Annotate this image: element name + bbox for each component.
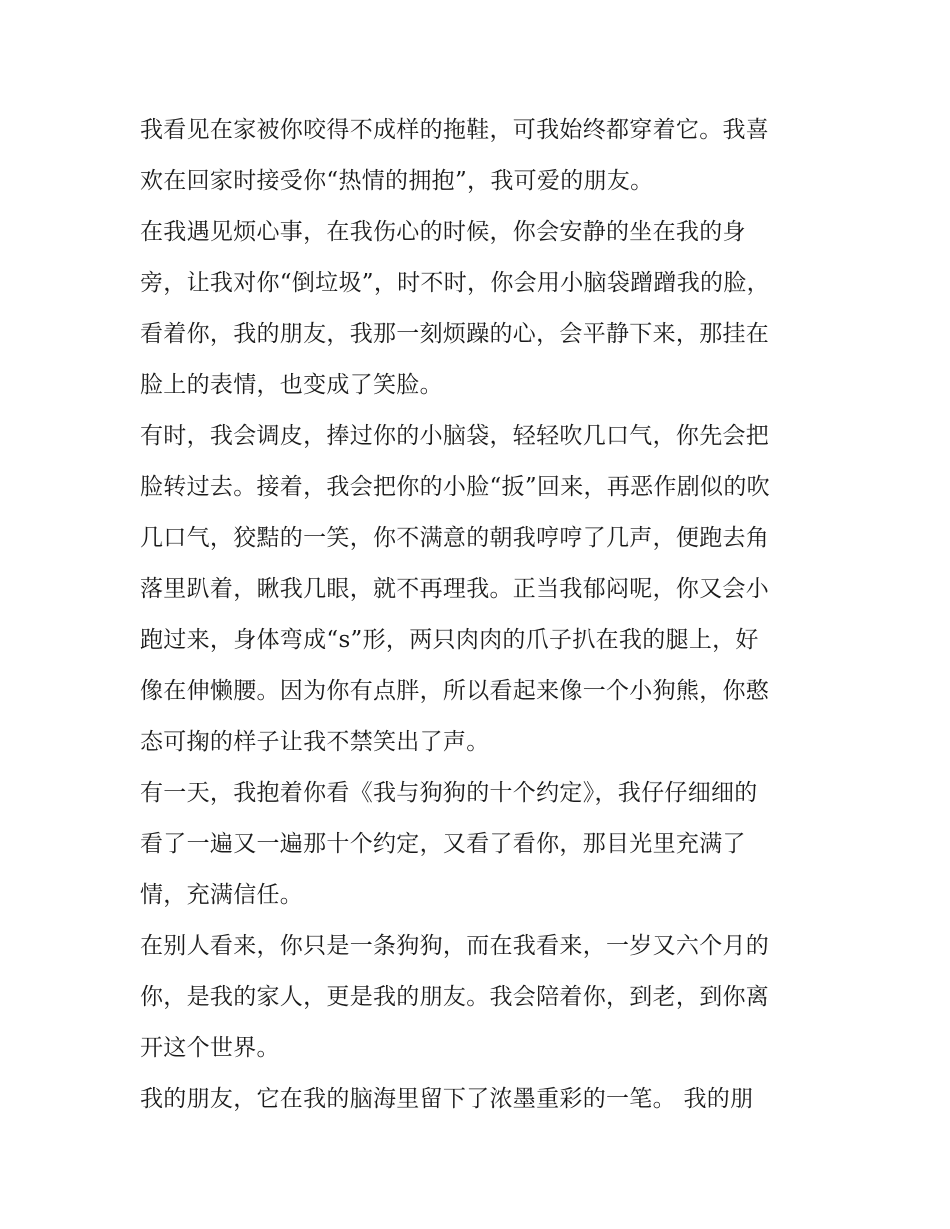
text-line: 我的朋友，它在我的脑海里留下了浓墨重彩的一笔。 我的朋 (140, 1086, 754, 1112)
text-line: 像在伸懒腰。因为你有点胖，所以看起来像一个小狗熊，你憨 (140, 678, 770, 704)
text-line: 脸上的表情，也变成了笑脸。 (140, 372, 443, 398)
paragraph-5 (140, 921, 820, 1074)
text-line: 我看见在家被你咬得不成样的拖鞋，可我始终都穿着它。我喜 (140, 117, 770, 143)
text-line: 跑过来，身体弯成“s”形，两只肉肉的爪子扒在我的腿上，好 (140, 627, 759, 653)
text-line: 开这个世界。 (140, 1035, 280, 1061)
text-line: 旁，让我对你“倒垃圾”，时不时，你会用小脑袋蹭蹭我的脸， (140, 270, 770, 296)
text-line: 几口气，狡黠的一笑，你不满意的朝我哼哼了几声，便跑去角 (140, 525, 770, 551)
text-line: 落里趴着，瞅我几眼，就不再理我。正当我郁闷呢，你又会小 (140, 576, 770, 602)
paragraph-6 (140, 1074, 820, 1125)
text-line: 情，充满信任。 (140, 882, 304, 908)
text-line: 有时，我会调皮，捧过你的小脑袋，轻轻吹几口气，你先会把 (140, 423, 770, 449)
paragraph-4 (140, 768, 820, 921)
paragraph-2 (140, 207, 820, 411)
text-line: 欢在回家时接受你“热情的拥抱”，我可爱的朋友。 (140, 168, 654, 194)
text-line: 看了一遍又一遍那十个约定，又看了看你，那目光里充满了 (140, 831, 746, 857)
text-line: 你，是我的家人，更是我的朋友。我会陪着你，到老，到你离 (140, 984, 770, 1010)
paragraph-3 (140, 411, 820, 768)
text-line: 有一天，我抱着你看《我与狗狗的十个约定》，我仔仔细细的 (140, 780, 758, 806)
text-line: 态可掬的样子让我不禁笑出了声。 (140, 729, 490, 755)
document-body (140, 105, 820, 1125)
text-line: 脸转过去。接着，我会把你的小脸“扳”回来，再恶作剧似的吹 (140, 474, 770, 500)
text-line: 在我遇见烦心事，在我伤心的时候，你会安静的坐在我的身 (140, 219, 746, 245)
paragraph-1 (140, 105, 820, 207)
text-line: 看着你，我的朋友，我那一刻烦躁的心，会平静下来，那挂在 (140, 321, 770, 347)
text-line: 在别人看来，你只是一条狗狗，而在我看来，一岁又六个月的 (140, 933, 770, 959)
